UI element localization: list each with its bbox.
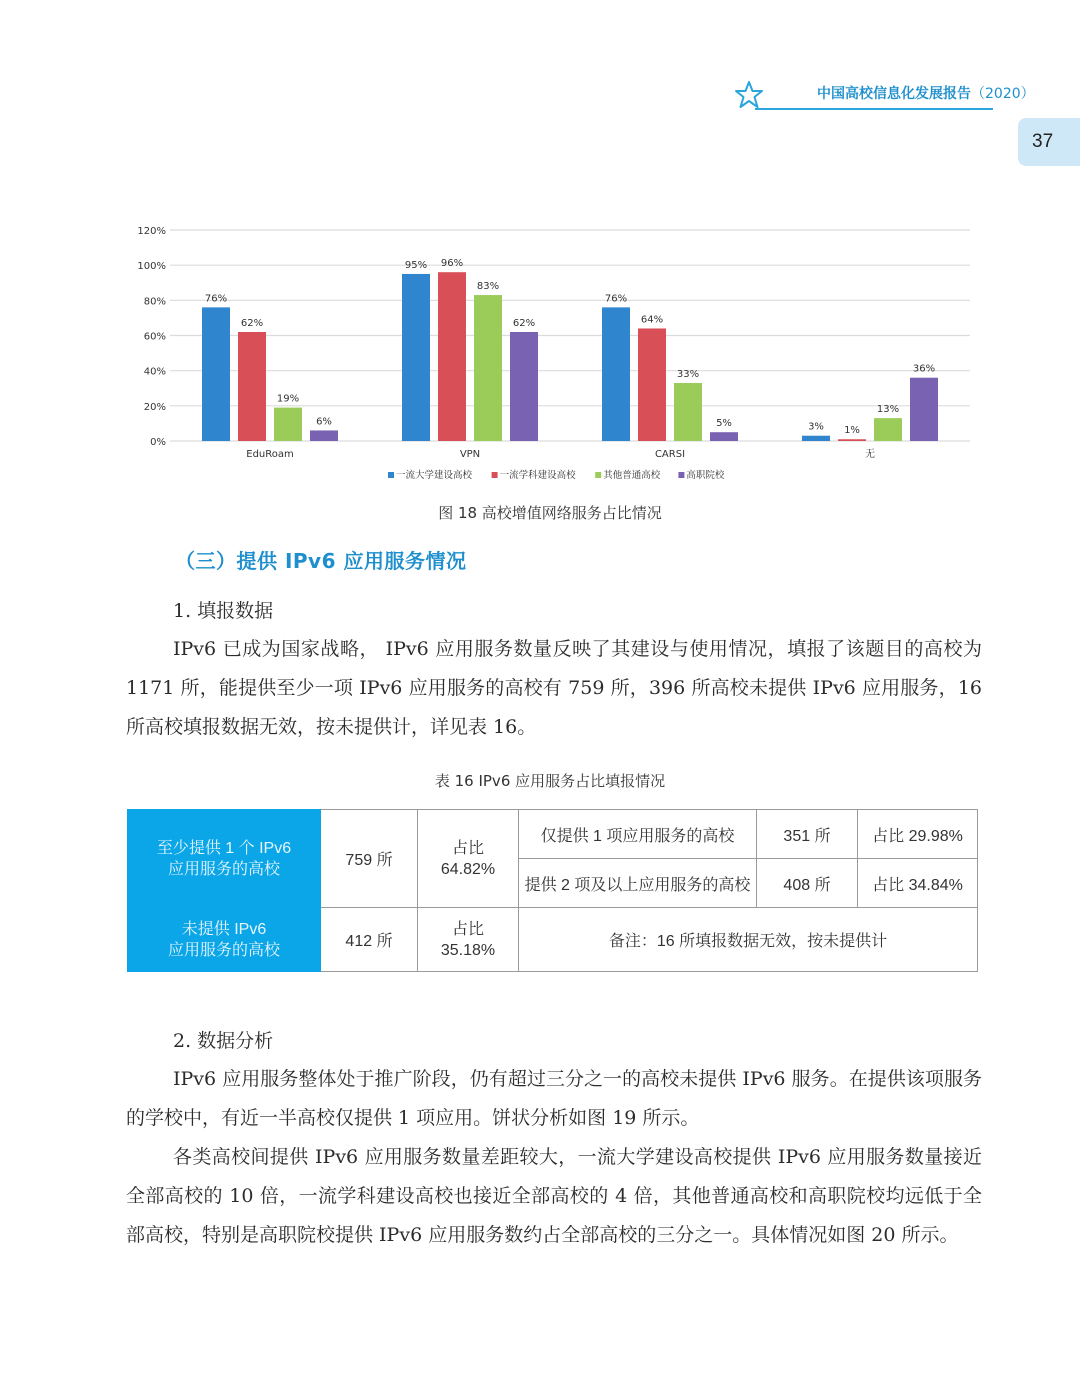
count-provided: 759 所 [321,810,418,908]
sub-label-two-plus-apps: 提供 2 项及以上应用服务的高校 [519,859,757,908]
bar-value-label: 3% [808,421,824,433]
ratio-label: 占比 [451,839,484,857]
paragraph-fill-data: IPv6 已成为国家战略， IPv6 应用服务数量反映了其建设与使用情况，填报了该题目的高校为 1171 所，能提供至少一项 IPv6 应用服务的高校有 759 所，396 所高校未提供 IPv6 应用服务，16 所高校填报数据无效，按未提供计，详见表 16。 [126,638,982,738]
bar-value-label: 36% [912,363,936,375]
bar-chart-figure-18 [130,220,980,490]
y-tick-label: 20% [143,401,166,413]
count-not-provided: 412 所 [321,908,418,972]
bar-value-label: 19% [276,393,300,405]
bar [838,439,866,441]
y-tick-label: 120% [137,226,166,237]
bar [602,307,630,441]
x-category-label: VPN [459,449,481,460]
bar [638,328,666,441]
bar [510,332,538,441]
label-line: 应用服务的高校 [167,860,280,878]
bar-value-label: 33% [676,368,700,380]
y-tick-label: 0% [150,437,166,448]
sub-ratio-two-plus-apps: 占比 34.84% [858,859,978,908]
report-title-text: 中国高校信息化发展报告 [817,86,971,102]
x-category-label: EduRoam [246,449,294,460]
bar [474,295,502,441]
sub-count-two-plus-apps: 408 所 [757,859,858,908]
legend-swatch [595,472,601,478]
ratio-provided [418,810,519,908]
legend-label: 一流学科建设高校 [499,470,576,481]
legend-swatch [492,472,498,478]
sub-ratio-one-app: 占比 29.98% [858,810,978,859]
sub-count-one-app: 351 所 [757,810,858,859]
bar [710,432,738,441]
bar-value-label: 62% [240,317,264,329]
label-line: 未提供 IPv6 [181,920,267,938]
legend-label: 高职院校 [686,470,725,481]
report-title [817,83,1035,103]
ratio-value: 35.18% [440,941,496,959]
bar-value-label: 13% [876,404,900,416]
bar [802,436,830,441]
y-tick-label: 60% [143,331,166,343]
section-title: （三）提供 IPv6 应用服务情况 [175,549,467,573]
bar [202,307,230,441]
bar-value-label: 76% [604,293,628,305]
page-number-tab [1018,118,1080,166]
ratio-not-provided [418,908,519,972]
y-tick-label: 80% [143,296,166,308]
bar [438,272,466,441]
bar-value-label: 95% [404,259,428,271]
paragraph-analysis-2: 各类高校间提供 IPv6 应用服务数量差距较大，一流大学建设高校提供 IPv6 应用服务数量接近全部高校的 10 倍，一流学科建设高校也接近全部高校的 4 倍，其他普通高校和高职院校均远低于全部高校，特别是高职院校提供 IPv6 应用服务数约占全部高校的三分之一。具体情况如图 20 所示。 [126,1146,982,1246]
legend-swatch [388,472,394,478]
paragraph-analysis-1: IPv6 应用服务整体处于推广阶段，仍有超过三分之一的高校未提供 IPv6 服务。在提供该项服务的学校中，有近一半高校仅提供 1 项应用。饼状分析如图 19 所示。 [126,1068,982,1129]
subheading-fill-data: 1. 填报数据 [173,600,274,622]
bar-chart [130,220,980,490]
label-line: 至少提供 1 个 IPv6 [156,839,292,857]
bar-value-label: 1% [844,425,860,437]
legend-label: 其他普通高校 [603,470,661,481]
row-label-not-provided [128,908,321,972]
star-icon [733,80,765,110]
legend-label: 一流大学建设高校 [396,470,473,481]
x-category-label: CARSI [654,449,686,460]
bar [274,408,302,441]
bar-value-label: 6% [316,416,332,428]
ratio-value: 64.82% [440,860,496,878]
figure-caption: 图 18 高校增值网络服务占比情况 [438,504,662,522]
bar-value-label: 64% [640,314,664,326]
page-number: 37 [1032,131,1054,152]
table-note: 备注：16 所填报数据无效，按未提供计 [519,908,978,972]
y-tick-label: 40% [143,366,166,378]
bar-value-label: 5% [716,418,732,430]
bar-value-label: 62% [512,317,536,329]
table-caption: 表 16 IPv6 应用服务占比填报情况 [434,772,666,790]
header-rule [755,108,993,110]
label-line: 应用服务的高校 [167,941,280,959]
table-16 [127,809,978,972]
running-header [733,78,1033,112]
subheading-data-analysis: 2. 数据分析 [173,1030,274,1052]
y-tick-label: 100% [137,261,166,273]
bar [674,383,702,441]
sub-label-one-app: 仅提供 1 项应用服务的高校 [519,810,757,859]
bar-value-label: 76% [204,293,228,305]
ratio-label: 占比 [451,920,484,938]
row-label-provided [128,810,321,908]
legend-swatch [678,472,684,478]
bar [238,332,266,441]
bar [402,274,430,441]
bar-value-label: 96% [440,258,464,270]
report-year: （2020） [971,86,1035,102]
bar [310,430,338,441]
bar [910,378,938,441]
bar-value-label: 83% [476,281,500,293]
bar [874,418,902,441]
x-category-label: 无 [865,449,875,460]
